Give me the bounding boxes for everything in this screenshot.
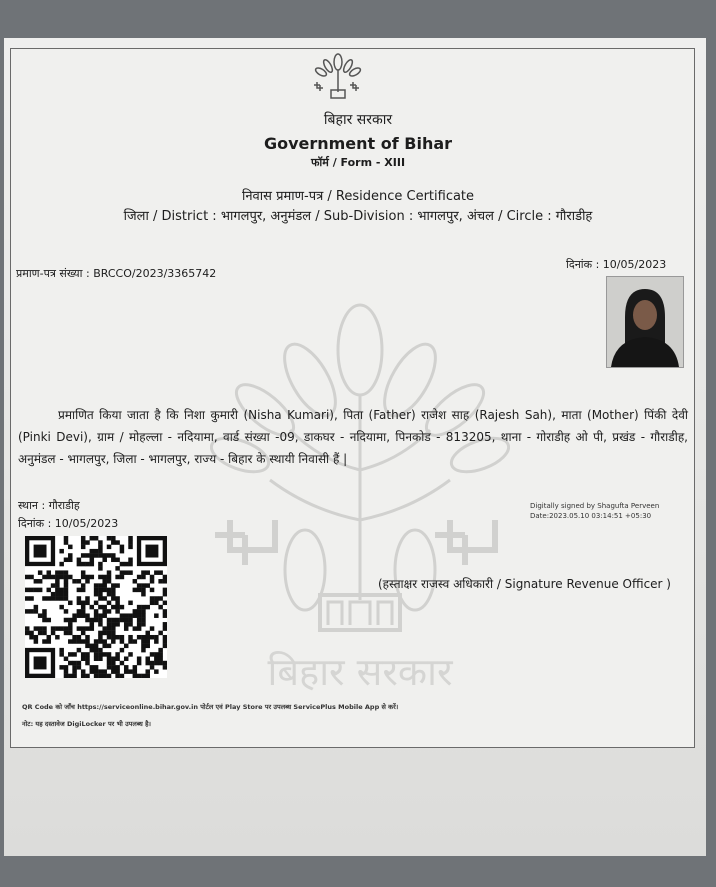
place-of-issue: स्थान : गौराडीह bbox=[18, 499, 80, 512]
government-name-hindi: बिहार सरकार bbox=[323, 112, 393, 128]
watermark-emblem bbox=[210, 290, 510, 710]
form-number: फॉर्म / Form - XIII bbox=[310, 156, 406, 169]
applicant-photo bbox=[606, 276, 684, 368]
qr-code[interactable] bbox=[25, 536, 167, 678]
digital-signature bbox=[530, 501, 659, 521]
qr-verification-note: QR Code को जाँच https://serviceonline.bihar.gov.in पोर्टल एवं Play Store पर उपलब्ध ServicePlus Mobile App से करें। bbox=[22, 703, 399, 711]
watermark-text: बिहार सरकार bbox=[267, 650, 453, 694]
certificate-body: प्रमाणित किया जाता है कि निशा कुमारी (Nisha Kumari), पिता (Father) राजेश साह (Rajesh Sah), माता (Mother) पिंकी देवी (Pinki Devi), ग्राम / मोहल्ला - नदियामा, वार्ड संख्या -09, डाकघर - नदियामा, पिनकोड - 813205, थाना - गोराडीह ओ पी, प्रखंड - गौराडीह, अनुमंडल - भागलपुर, जिला - भागलपुर, राज्य - बिहार के स्थायी निवासी हैं | bbox=[18, 408, 688, 466]
certificate-number: प्रमाण-पत्र संख्या : BRCCO/2023/3365742 bbox=[16, 267, 217, 280]
jurisdiction-line: जिला / District : भागलपुर, अनुमंडल / Sub-Division : भागलपुर, अंचल / Circle : गौराडीह bbox=[123, 209, 593, 224]
digital-signature-date: Date:2023.05.10 03:14:51 +05:30 bbox=[530, 512, 652, 520]
certificate-title: निवास प्रमाण-पत्र / Residence Certificate bbox=[241, 189, 475, 204]
digilocker-note: नोट: यह दस्तावेज DigiLocker पर भी उपलब्ध है। bbox=[22, 720, 151, 728]
signature-label: (हस्ताक्षर राजस्व अधिकारी / Signature Revenue Officer ) bbox=[378, 577, 671, 591]
digital-signature-signer: Digitally signed by Shagufta Perveen bbox=[530, 502, 660, 510]
footer-date: दिनांक : 10/05/2023 bbox=[18, 517, 119, 530]
bihar-emblem-logo bbox=[313, 52, 363, 102]
issue-date: दिनांक : 10/05/2023 bbox=[566, 258, 667, 271]
government-name-english: Government of Bihar bbox=[263, 134, 453, 153]
